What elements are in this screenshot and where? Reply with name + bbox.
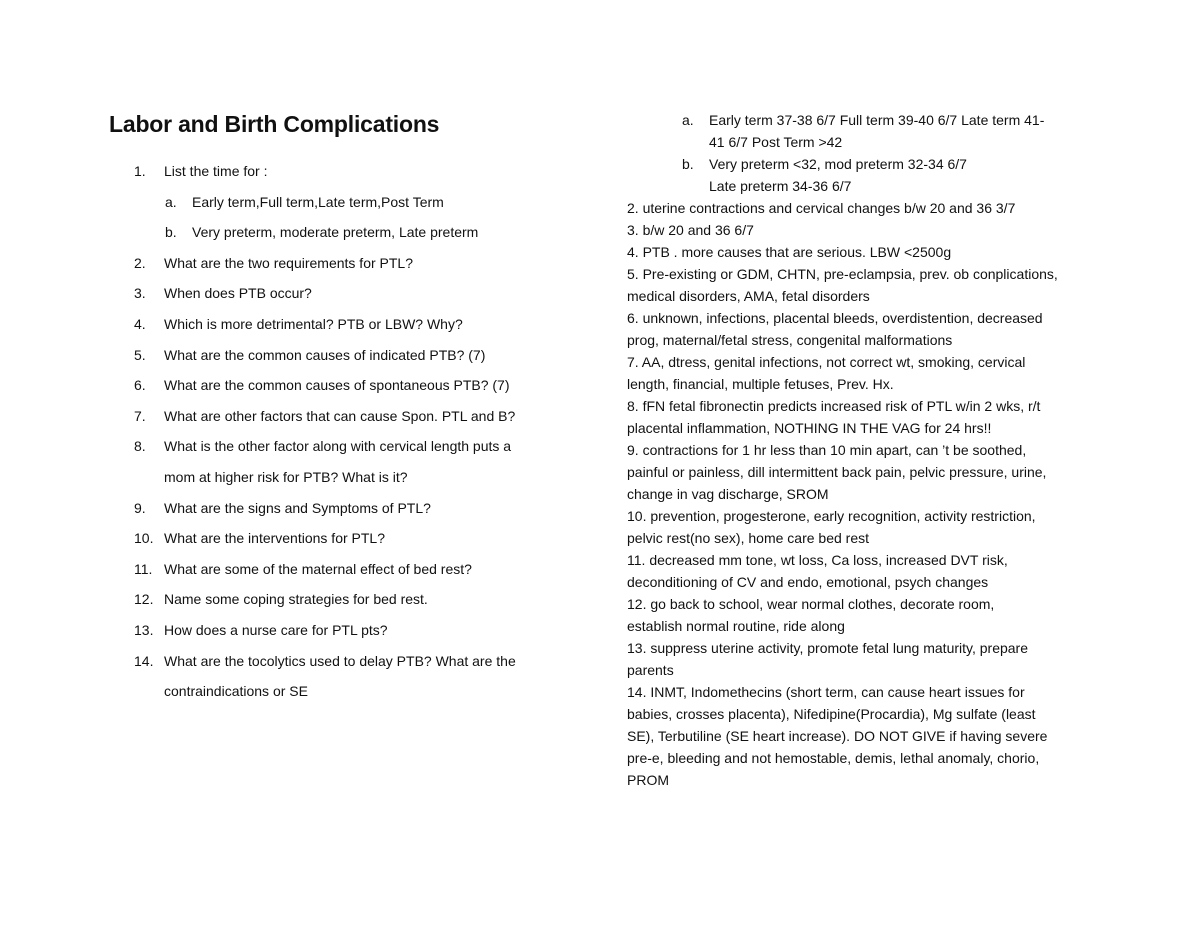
answer-line: 10. prevention, progesterone, early recognition, activity restriction,	[627, 508, 1036, 524]
question-text: List the time for :	[164, 163, 268, 179]
question-item	[134, 370, 584, 401]
question-item	[134, 462, 584, 493]
question-text: What are the common causes of spontaneous PTB? (7)	[164, 377, 510, 394]
answer-line: medical disorders, AMA, fetal disorders	[627, 288, 870, 304]
answer-column	[627, 109, 1107, 791]
question-item	[134, 401, 584, 432]
answer-line: SE), Terbutiline (SE heart increase). DO NOT GIVE if having severe	[627, 728, 1048, 744]
answer-line: prog, maternal/fetal stress, congenital malformations	[627, 332, 953, 348]
list-marker: a.	[165, 193, 177, 210]
list-marker: a.	[682, 112, 694, 128]
answer-line: pelvic rest(no sex), home care bed rest	[627, 530, 869, 546]
question-text: What are other factors that can cause Spon. PTL and B?	[164, 407, 516, 424]
answer-line: Early term 37-38 6/7 Full term 39-40 6/7 Late term 41-	[709, 112, 1045, 128]
list-marker: 7.	[134, 407, 146, 424]
question-item	[134, 646, 584, 677]
question-text: Which is more detrimental? PTB or LBW? Why?	[164, 315, 463, 332]
answer-sub-a	[627, 109, 1107, 131]
question-item	[134, 523, 584, 554]
question-item	[134, 309, 584, 340]
answer-line: 12. go back to school, wear normal clothes, decorate room,	[627, 596, 995, 612]
answer-line: 41 6/7 Post Term >42	[709, 134, 843, 150]
question-text: What are the signs and Symptoms of PTL?	[164, 499, 431, 516]
answer-line: babies, crosses placenta), Nifedipine(Procardia), Mg sulfate (least	[627, 706, 1036, 722]
answer-line: Very preterm <32, mod preterm 32-34 6/7	[709, 156, 967, 172]
question-text: How does a nurse care for PTL pts?	[164, 621, 388, 638]
question-item	[134, 493, 584, 524]
list-marker: 9.	[134, 499, 146, 516]
list-marker: 10.	[134, 530, 154, 547]
answer-line: 14. INMT, Indomethecins (short term, can cause heart issues for	[627, 684, 1025, 700]
list-marker: 6.	[134, 377, 146, 394]
answer-line: change in vag discharge, SROM	[627, 486, 829, 502]
page-title: Labor and Birth Complications	[109, 111, 440, 137]
answer-line: 2. uterine contractions and cervical changes b/w 20 and 36 3/7	[627, 200, 1016, 216]
question-item	[134, 431, 584, 462]
list-marker: 4.	[134, 315, 146, 332]
question-text: What are the two requirements for PTL?	[164, 254, 413, 271]
question-text: Very preterm, moderate preterm, Late preterm	[192, 224, 479, 241]
question-text: What are the tocolytics used to delay PTB? What are the	[164, 652, 516, 669]
question-text: What is the other factor along with cervical length puts a	[164, 438, 512, 455]
answer-sub-b	[627, 153, 1107, 175]
list-marker: 2.	[134, 254, 146, 271]
answer-line: deconditioning of CV and endo, emotional, psych changes	[627, 574, 989, 590]
list-marker: 8.	[134, 438, 146, 455]
list-marker: 14.	[134, 652, 154, 669]
answer-line: Late preterm 34-36 6/7	[709, 178, 852, 194]
question-item	[134, 584, 584, 615]
question-item	[134, 676, 584, 707]
question-item	[134, 554, 584, 585]
list-marker: 1.	[134, 163, 146, 179]
question-item	[134, 248, 584, 279]
answer-line: 4. PTB . more causes that are serious. LBW <2500g	[627, 244, 952, 260]
sub-question-item	[134, 217, 584, 248]
question-text: mom at higher risk for PTB? What is it?	[164, 468, 408, 485]
answer-line: 6. unknown, infections, placental bleeds, overdistention, decreased	[627, 310, 1043, 326]
list-marker: b.	[165, 224, 177, 241]
answer-line: painful or painless, dill intermittent back pain, pelvic pressure, urine,	[627, 464, 1047, 480]
question-text: What are the interventions for PTL?	[164, 530, 385, 547]
list-marker: 13.	[134, 621, 154, 638]
answer-line: placental inflammation, NOTHING IN THE VAG for 24 hrs!!	[627, 420, 992, 436]
question-text: What are some of the maternal effect of bed rest?	[164, 560, 472, 577]
answer-line: length, financial, multiple fetuses, Prev. Hx.	[627, 376, 894, 392]
list-marker: b.	[682, 156, 694, 172]
list-marker: 5.	[134, 346, 146, 363]
answer-line: establish normal routine, ride along	[627, 618, 845, 634]
question-item	[134, 278, 584, 309]
answer-line: 9. contractions for 1 hr less than 10 min apart, can ’t be soothed,	[627, 442, 1027, 458]
answer-line: 13. suppress uterine activity, promote fetal lung maturity, prepare	[627, 640, 1029, 656]
answer-line: PROM	[627, 772, 669, 788]
answer-line: 3. b/w 20 and 36 6/7	[627, 222, 754, 238]
list-marker: 3.	[134, 285, 146, 302]
list-marker: 12.	[134, 591, 154, 608]
question-text: contraindications or SE	[164, 683, 308, 700]
question-item	[134, 156, 584, 187]
question-text: Name some coping strategies for bed rest.	[164, 591, 428, 608]
list-marker: 11.	[134, 560, 153, 577]
sub-question-item	[134, 187, 584, 218]
answer-line: 7. AA, dtress, genital infections, not correct wt, smoking, cervical	[627, 354, 1026, 370]
question-item	[134, 340, 584, 371]
answer-lines	[627, 197, 1107, 791]
answer-line: pre-e, bleeding and not hemostable, demis, lethal anomaly, chorio,	[627, 750, 1040, 766]
question-text: What are the common causes of indicated PTB? (7)	[164, 346, 486, 363]
question-text: When does PTB occur?	[164, 285, 312, 302]
question-item	[134, 615, 584, 646]
answer-line: 8. fFN fetal fibronectin predicts increased risk of PTL w/in 2 wks, r/t	[627, 398, 1041, 414]
question-text: Early term,Full term,Late term,Post Term	[192, 193, 444, 210]
question-list	[134, 156, 584, 707]
answer-line: 11. decreased mm tone, wt loss, Ca loss, increased DVT risk,	[627, 552, 1008, 568]
answer-line: parents	[627, 662, 674, 678]
answer-line: 5. Pre-existing or GDM, CHTN, pre-eclampsia, prev. ob conplications,	[627, 266, 1058, 282]
